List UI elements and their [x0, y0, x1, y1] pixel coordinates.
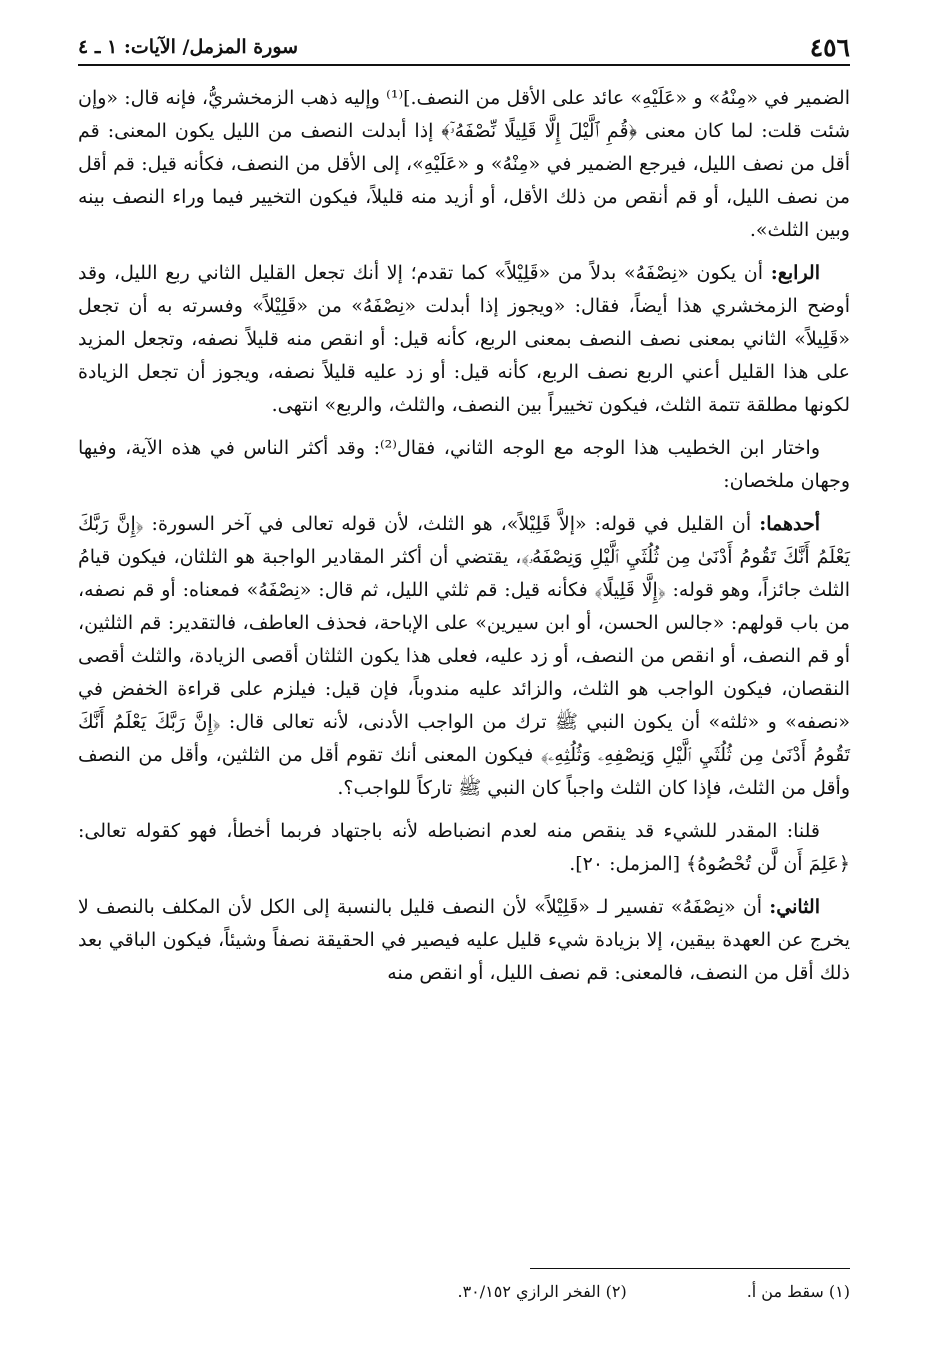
paragraph-lead: الرابع: [770, 262, 820, 284]
footnotes [78, 1282, 850, 1301]
footnote-2: (٢) الفخر الرازي ٣٠/١٥٢. [457, 1282, 627, 1301]
running-header [78, 30, 850, 66]
header-title: سورة المزمل/ الآيات: ١ ـ ٤ [78, 36, 299, 58]
paragraph-text: أن يكون «نِصْفَهُ» بدلاً من «قَلِيْلاً» كما تقدم؛ إلا أنك تجعل القليل الثاني ربع الليل، وقد أوضح الزمخشري هذا أيضاً، فقال: «ويجوز إذا أبدلت «نِصْفَهُ» من «قَلِيْلاً» وفسرته به أن تجعل «قَلِيلاً» الثاني بمعنى نصف النصف بمعنى الربع، كأنه قيل: أو انقص منه قليلاً نصفه، وتجعل المزيد على هذا القليل أعني الربع نصف الربع، كأنه قيل: أو زد عليه قليلاً نصفه، ويجوز أن تجعل الزيادة لكونها مطلقة تتمة الثلث، فيكون تخييراً بين النصف، والثلث، والربع» انتهى. [78, 262, 850, 416]
paragraph-4 [78, 508, 850, 805]
paragraph-text: أن «نِصْفَهُ» تفسير لـ «قَلِيْلاً» لأن النصف قليل بالنسبة إلى الكل لأن المكلف بالنصف لا يخرج عن العهدة بيقين، إلا بزيادة شيء قليل عليه فيصير في الحقيقة نصفاً وشيئاً، فيكون الباقي بعد ذلك أقل من النصف، فالمعنى: قم نصف الليل، أو انقص منه [78, 896, 850, 984]
paragraph-3 [78, 432, 850, 498]
paragraph-text: أن القليل في قوله: «إلاَّ قَلِيْلاً»، هو الثلث، لأن قوله تعالى في آخر السورة: ﴿إِنَّ رَبَّكَ يَعْلَمُ أَنَّكَ تَقُومُ أَدْنَىٰ مِن ثُلُثَيِ ٱلَّيْلِ وَنِصْفَهُۥ﴾، يقتضي أن أكثر المقادير الواجبة هو الثلثان، فيكون قيامُ الثلث جائزاً، وهو قوله: ﴿إِلَّا قَلِيلًا﴾ فكأنه قيل: قم ثلثي الليل، ثم قال: «نِصْفَهُ» فمعناه: أو قم نصفه، من باب قولهم: «جالس الحسن، أو ابن سيرين» على الإباحة، فحذف العاطف، فالتقدير: قم الثلثين، أو قم النصف، أو انقص من النصف، أو زد عليه، فعلى هذا يكون الثلثان أقصى الزيادة، والثلث أقصى النقصان، فيكون الواجب هو الثلث، والزائد عليه مندوباً، فإن قيل: فيلزم على قراءة الخفض في «نصفه» و «ثلثه» أن يكون النبي ﷺ ترك من الواجب الأدنى، لأنه تعالى قال: ﴿إِنَّ رَبَّكَ يَعْلَمُ أَنَّكَ تَقُومُ أَدْنَىٰ مِن ثُلُثَيِ ٱلَّيْلِ وَنِصْفِهِۦ وَثُلُثِهِۦ﴾ فيكون المعنى أنك تقوم أقل من الثلثين، وأقل من النصف وأقل من الثلث، فإذا كان الثلث واجباً كان النبي ﷺ تاركاً للواجب؟. [78, 513, 850, 799]
paragraph-lead: الثاني: [769, 896, 820, 918]
paragraph-text: واختار ابن الخطيب هذا الوجه مع الوجه الثاني، فقال⁽²⁾: وقد أكثر الناس في هذه الآية، وفيها وجهان ملخصان: [78, 437, 850, 492]
footnote-separator [530, 1268, 850, 1269]
page [78, 30, 850, 1360]
paragraph-2 [78, 257, 850, 422]
paragraph-lead: أحدهما: [759, 513, 820, 535]
paragraph-text: قلنا: المقدر للشيء قد ينقص منه لعدم انضباطه لأنه باجتهاد فربما أخطأ، فهو كقوله تعالى: ﴿عَلِمَ أَن لَّن تُحْصُوهُ﴾ [المزمل: ٢٠]. [78, 820, 850, 875]
paragraph-6 [78, 891, 850, 990]
paragraph-text: الضمير في «مِنْهُ» و «عَلَيْهِ» عائد على الأقل من النصف.]⁽¹⁾ وإليه ذهب الزمخشريُّ، فإنه قال: «وإن شئت قلت: لما كان معنى ﴿قُمِ ٱلَّيْلَ إِلَّا قَلِيلًا نِّصْفَهُۥٓ﴾ إذا أبدلت النصف من الليل يكون المعنى: قم أقل من نصف الليل، فيرجع الضمير في «مِنْهُ» و «عَلَيْهِ»، إلى الأقل من النصف، فكأنه قيل: قم أقل من نصف الليل، أو قم أنقص من ذلك الأقل، أو أزيد منه قليلاً، فيكون التخيير فيما وراء النصف بينه وبين الثلث». [78, 87, 850, 241]
footnote-1: (١) سقط من أ. [746, 1282, 850, 1301]
paragraph-5 [78, 815, 850, 881]
page-number: ٤٥٦ [809, 32, 850, 62]
paragraph-1 [78, 82, 850, 247]
body-text [78, 82, 850, 990]
